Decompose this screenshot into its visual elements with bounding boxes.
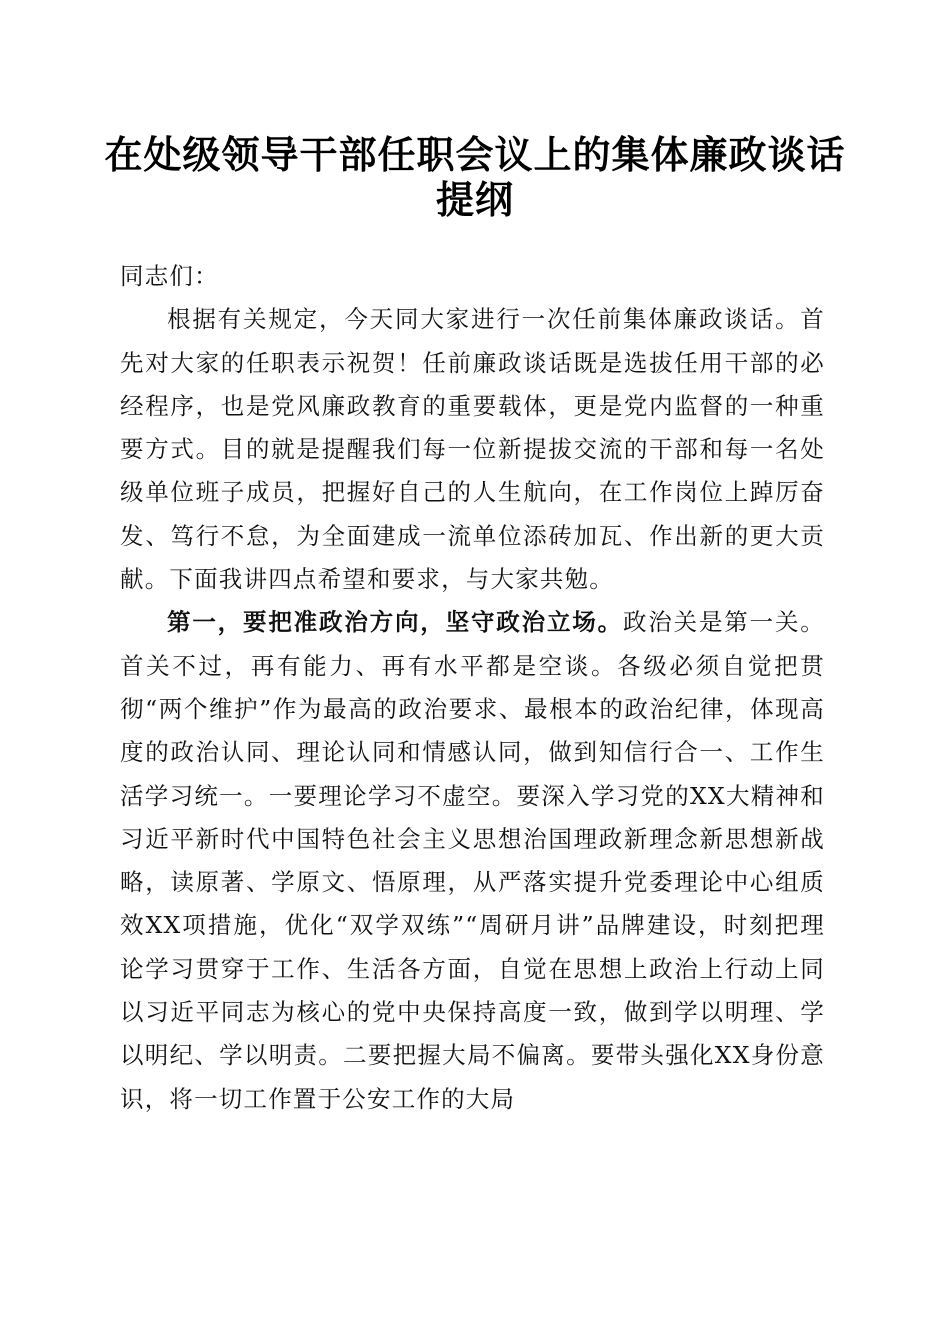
paragraph-point-one-text: 政治关是第一关。首关不过，再有能力、再有水平都是空谈。各级必须自觉把贯彻“两个维护”作为最高的政治要求、最根本的政治纪律，体现高度的政治认同、理论认同和情感认同，做到知信行合一、工作生活学习统一。一要理论学习不虚空。要深入学习党的XX大精神和习近平新时代中国特色社会主义思想治国理政新理念新思想新战略，读原著、学原文、悟原理，从严落实提升党委理论中心组质效XX项措施，优化“双学双练”“周研月讲”品牌建设，时刻把理论学习贯穿于工作、生活各方面，自觉在思想上政治上行动上同以习近平同志为核心的党中央保持高度一致，做到学以明理、学以明纪、学以明责。二要把握大局不偏离。要带头强化XX身份意识，将一切工作置于公安工作的大局	[120, 608, 825, 1113]
document-body	[120, 255, 825, 1121]
paragraph-intro-text: 根据有关规定，今天同大家进行一次任前集体廉政谈话。首先对大家的任职表示祝贺！任前廉政谈话既是选拔任用干部的必经程序，也是党风廉政教育的重要载体，更是党内监督的一种重要方式。目的就是提醒我们每一位新提拔交流的干部和每一名处级单位班子成员，把握好自己的人生航向，在工作岗位上踔厉奋发、笃行不怠，为全面建成一流单位添砖加瓦、作出新的更大贡献。下面我讲四点希望和要求，与大家共勉。	[120, 305, 825, 594]
document-title: 在处级领导干部任职会议上的集体廉政谈话提纲	[104, 132, 846, 222]
paragraph-point-one	[120, 601, 825, 1121]
paragraph-intro	[120, 298, 825, 601]
paragraph-point-one-heading: 第一，要把准政治方向，坚守政治立场。	[167, 608, 623, 637]
salutation: 同志们：	[120, 262, 219, 290]
